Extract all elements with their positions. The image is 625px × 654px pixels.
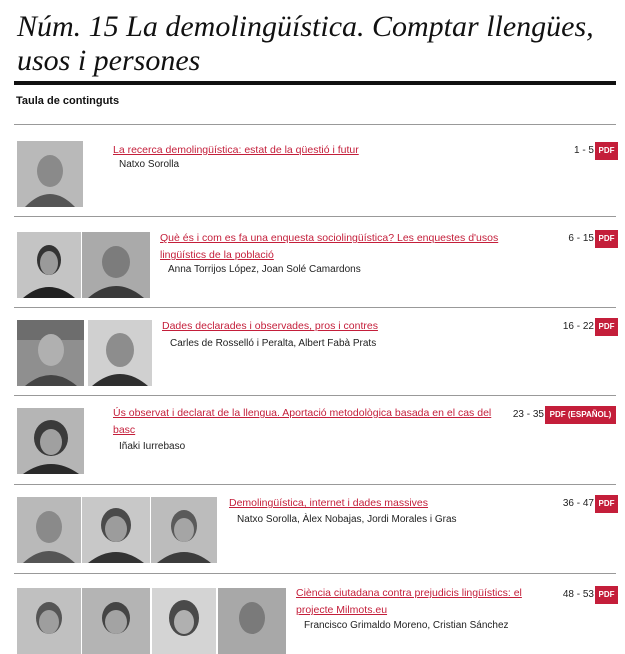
pdf-button[interactable]: PDF — [595, 495, 618, 513]
article-authors: Natxo Sorolla — [119, 159, 180, 170]
pdf-button[interactable]: PDF — [595, 230, 618, 248]
author-photo — [17, 320, 84, 386]
article-divider — [14, 216, 616, 217]
article-authors: Francisco Grimaldo Moreno, Cristian Sánchez — [304, 620, 509, 631]
article-authors: Carles de Rosselló i Peralta, Albert Fabà Prats — [170, 338, 377, 349]
author-photo — [17, 497, 81, 563]
article-pages: 1 - 5 — [573, 145, 594, 156]
author-photo — [82, 588, 150, 654]
pdf-button[interactable]: PDF — [595, 318, 618, 336]
article-title-link[interactable]: Què és i com es fa una enquesta sociolingüística? Les enquestes d'usos lingüístics de la població — [160, 232, 499, 261]
article-divider — [14, 484, 616, 485]
pdf-button[interactable]: PDF — [595, 142, 618, 160]
author-photo — [152, 588, 216, 654]
issue-title: Núm. 15 La demolingüística. Comptar llengües, usos i persones — [17, 10, 594, 77]
article-divider — [14, 124, 616, 125]
article-pages: 36 - 47 — [562, 498, 594, 509]
author-photo — [82, 232, 150, 298]
article-pages: 6 - 15 — [568, 233, 594, 244]
author-photo — [88, 320, 152, 386]
author-photo — [17, 408, 84, 474]
article-authors: Natxo Sorolla, Àlex Nobajas, Jordi Morales i Gras — [237, 514, 457, 525]
article-title-link[interactable]: Ús observat i declarat de la llengua. Aportació metodològica basada en el cas del basc — [113, 407, 492, 436]
author-photo — [151, 497, 217, 563]
article-divider — [14, 307, 616, 308]
title-divider — [14, 81, 616, 85]
author-photo — [17, 141, 83, 207]
author-photo — [82, 497, 150, 563]
article-authors: Anna Torrijos López, Joan Solé Camardons — [168, 264, 361, 275]
pdf-button[interactable]: PDF (ESPAÑOL) — [545, 406, 616, 424]
author-photo — [17, 588, 81, 654]
toc-heading: Taula de continguts — [16, 95, 120, 107]
article-title-link[interactable]: La recerca demolingüística: estat de la qüestió i futur — [113, 144, 359, 156]
article-title-link[interactable]: Ciència ciutadana contra prejudicis lingüístics: el projecte Milmots.eu — [296, 587, 522, 616]
article-divider — [14, 395, 616, 396]
article-pages: 16 - 22 — [562, 321, 594, 332]
article-pages: 48 - 53 — [562, 589, 594, 600]
article-authors: Iñaki Iurrebaso — [119, 441, 186, 452]
pdf-button[interactable]: PDF — [595, 586, 618, 604]
article-title-link[interactable]: Dades declarades i observades, pros i contres — [162, 320, 378, 332]
article-divider — [14, 573, 616, 574]
author-photo — [218, 588, 286, 654]
author-photo — [17, 232, 81, 298]
article-title-link[interactable]: Demolingüística, internet i dades massives — [229, 497, 429, 509]
article-pages: 23 - 35 — [512, 409, 544, 420]
